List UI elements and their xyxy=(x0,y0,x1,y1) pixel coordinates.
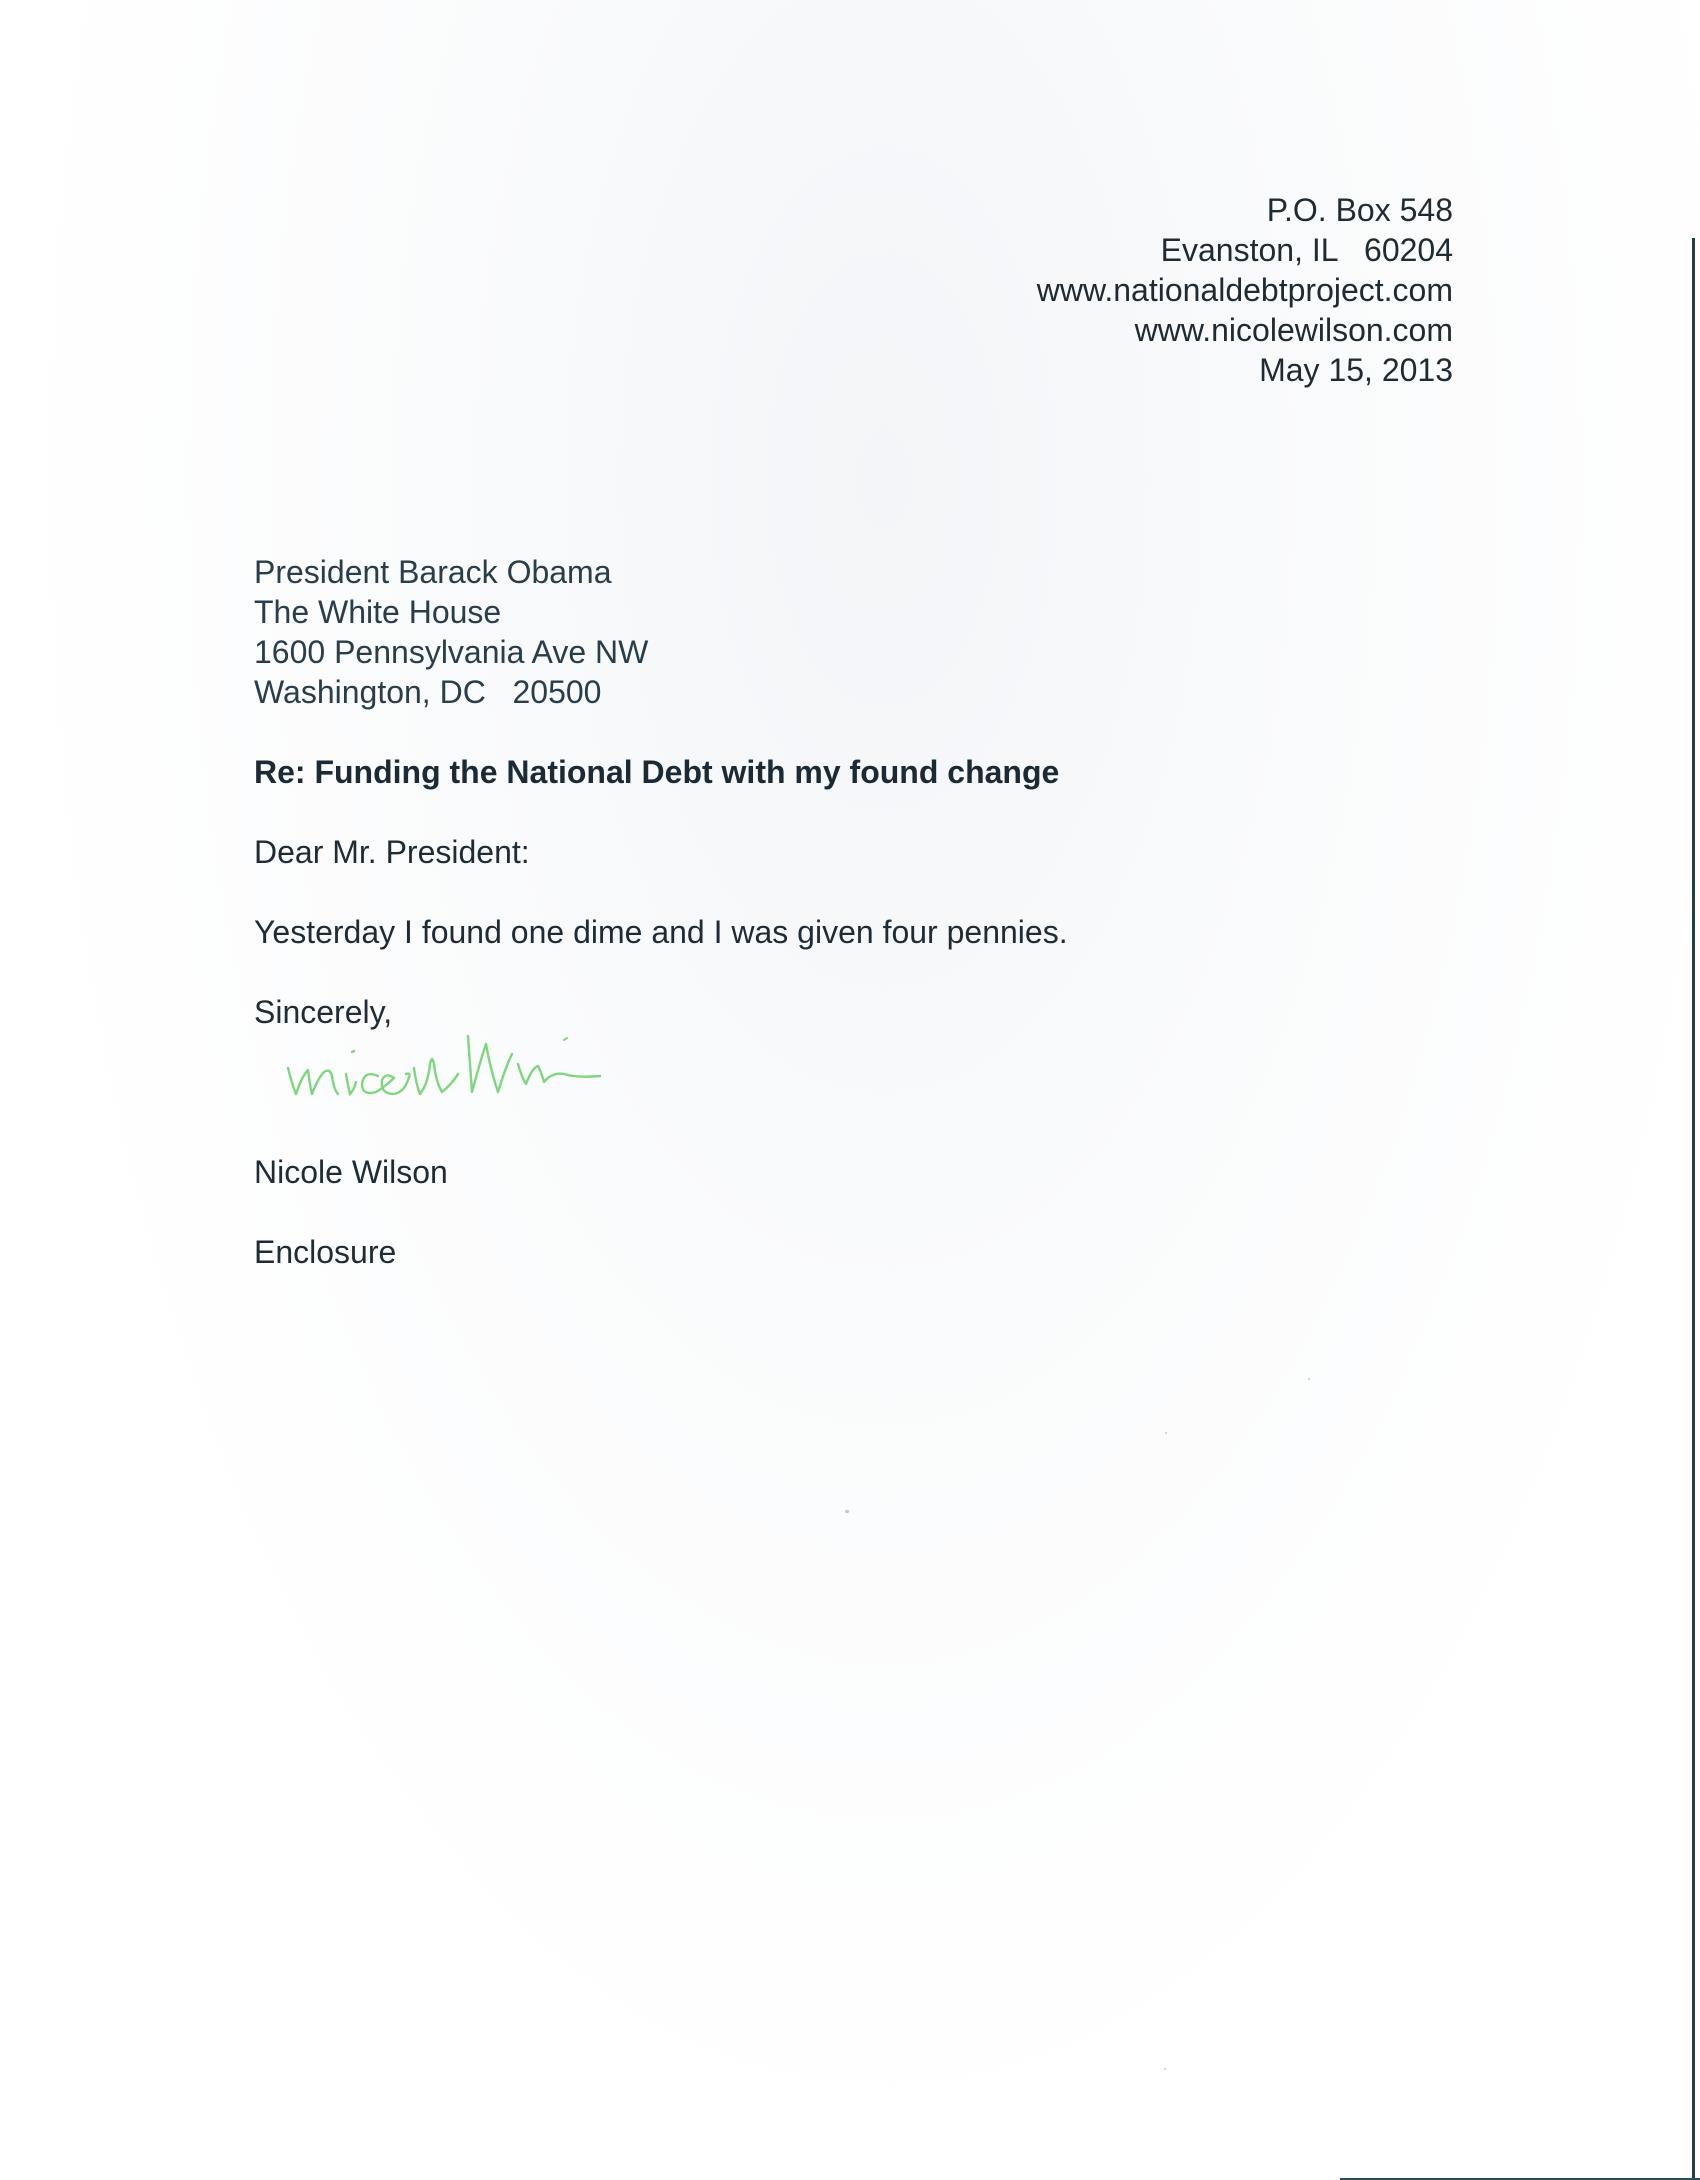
signer-printed-name: Nicole Wilson xyxy=(254,1154,448,1190)
scan-edge-line xyxy=(1692,238,1695,2180)
scan-speck xyxy=(845,1510,849,1513)
sender-website-national-debt: www.nationaldebtproject.com xyxy=(1036,272,1453,308)
sender-city-line: Evanston, IL 60204 xyxy=(1160,232,1453,268)
recipient-name: President Barack Obama xyxy=(254,554,612,590)
letter-body: Yesterday I found one dime and I was given four pennies. xyxy=(254,914,1068,950)
letter-closing: Sincerely, xyxy=(254,994,393,1030)
letter-date: May 15, 2013 xyxy=(1259,352,1453,388)
recipient-city-line: Washington, DC 20500 xyxy=(254,674,602,710)
scan-speck xyxy=(1308,1378,1310,1380)
scan-speck xyxy=(1165,1432,1167,1434)
sender-website-personal: www.nicolewilson.com xyxy=(1134,312,1453,348)
sender-po-box: P.O. Box 548 xyxy=(1266,192,1453,228)
scan-speck xyxy=(1164,2068,1166,2070)
recipient-address-block xyxy=(254,552,648,712)
letter-salutation: Dear Mr. President: xyxy=(254,834,530,870)
recipient-organization: The White House xyxy=(254,594,502,630)
recipient-street: 1600 Pennsylvania Ave NW xyxy=(254,634,649,670)
letter-subject: Re: Funding the National Debt with my found change xyxy=(254,754,1060,790)
sender-address-block xyxy=(1037,190,1453,390)
handwritten-signature xyxy=(282,1024,612,1104)
enclosure-notation: Enclosure xyxy=(254,1234,397,1270)
